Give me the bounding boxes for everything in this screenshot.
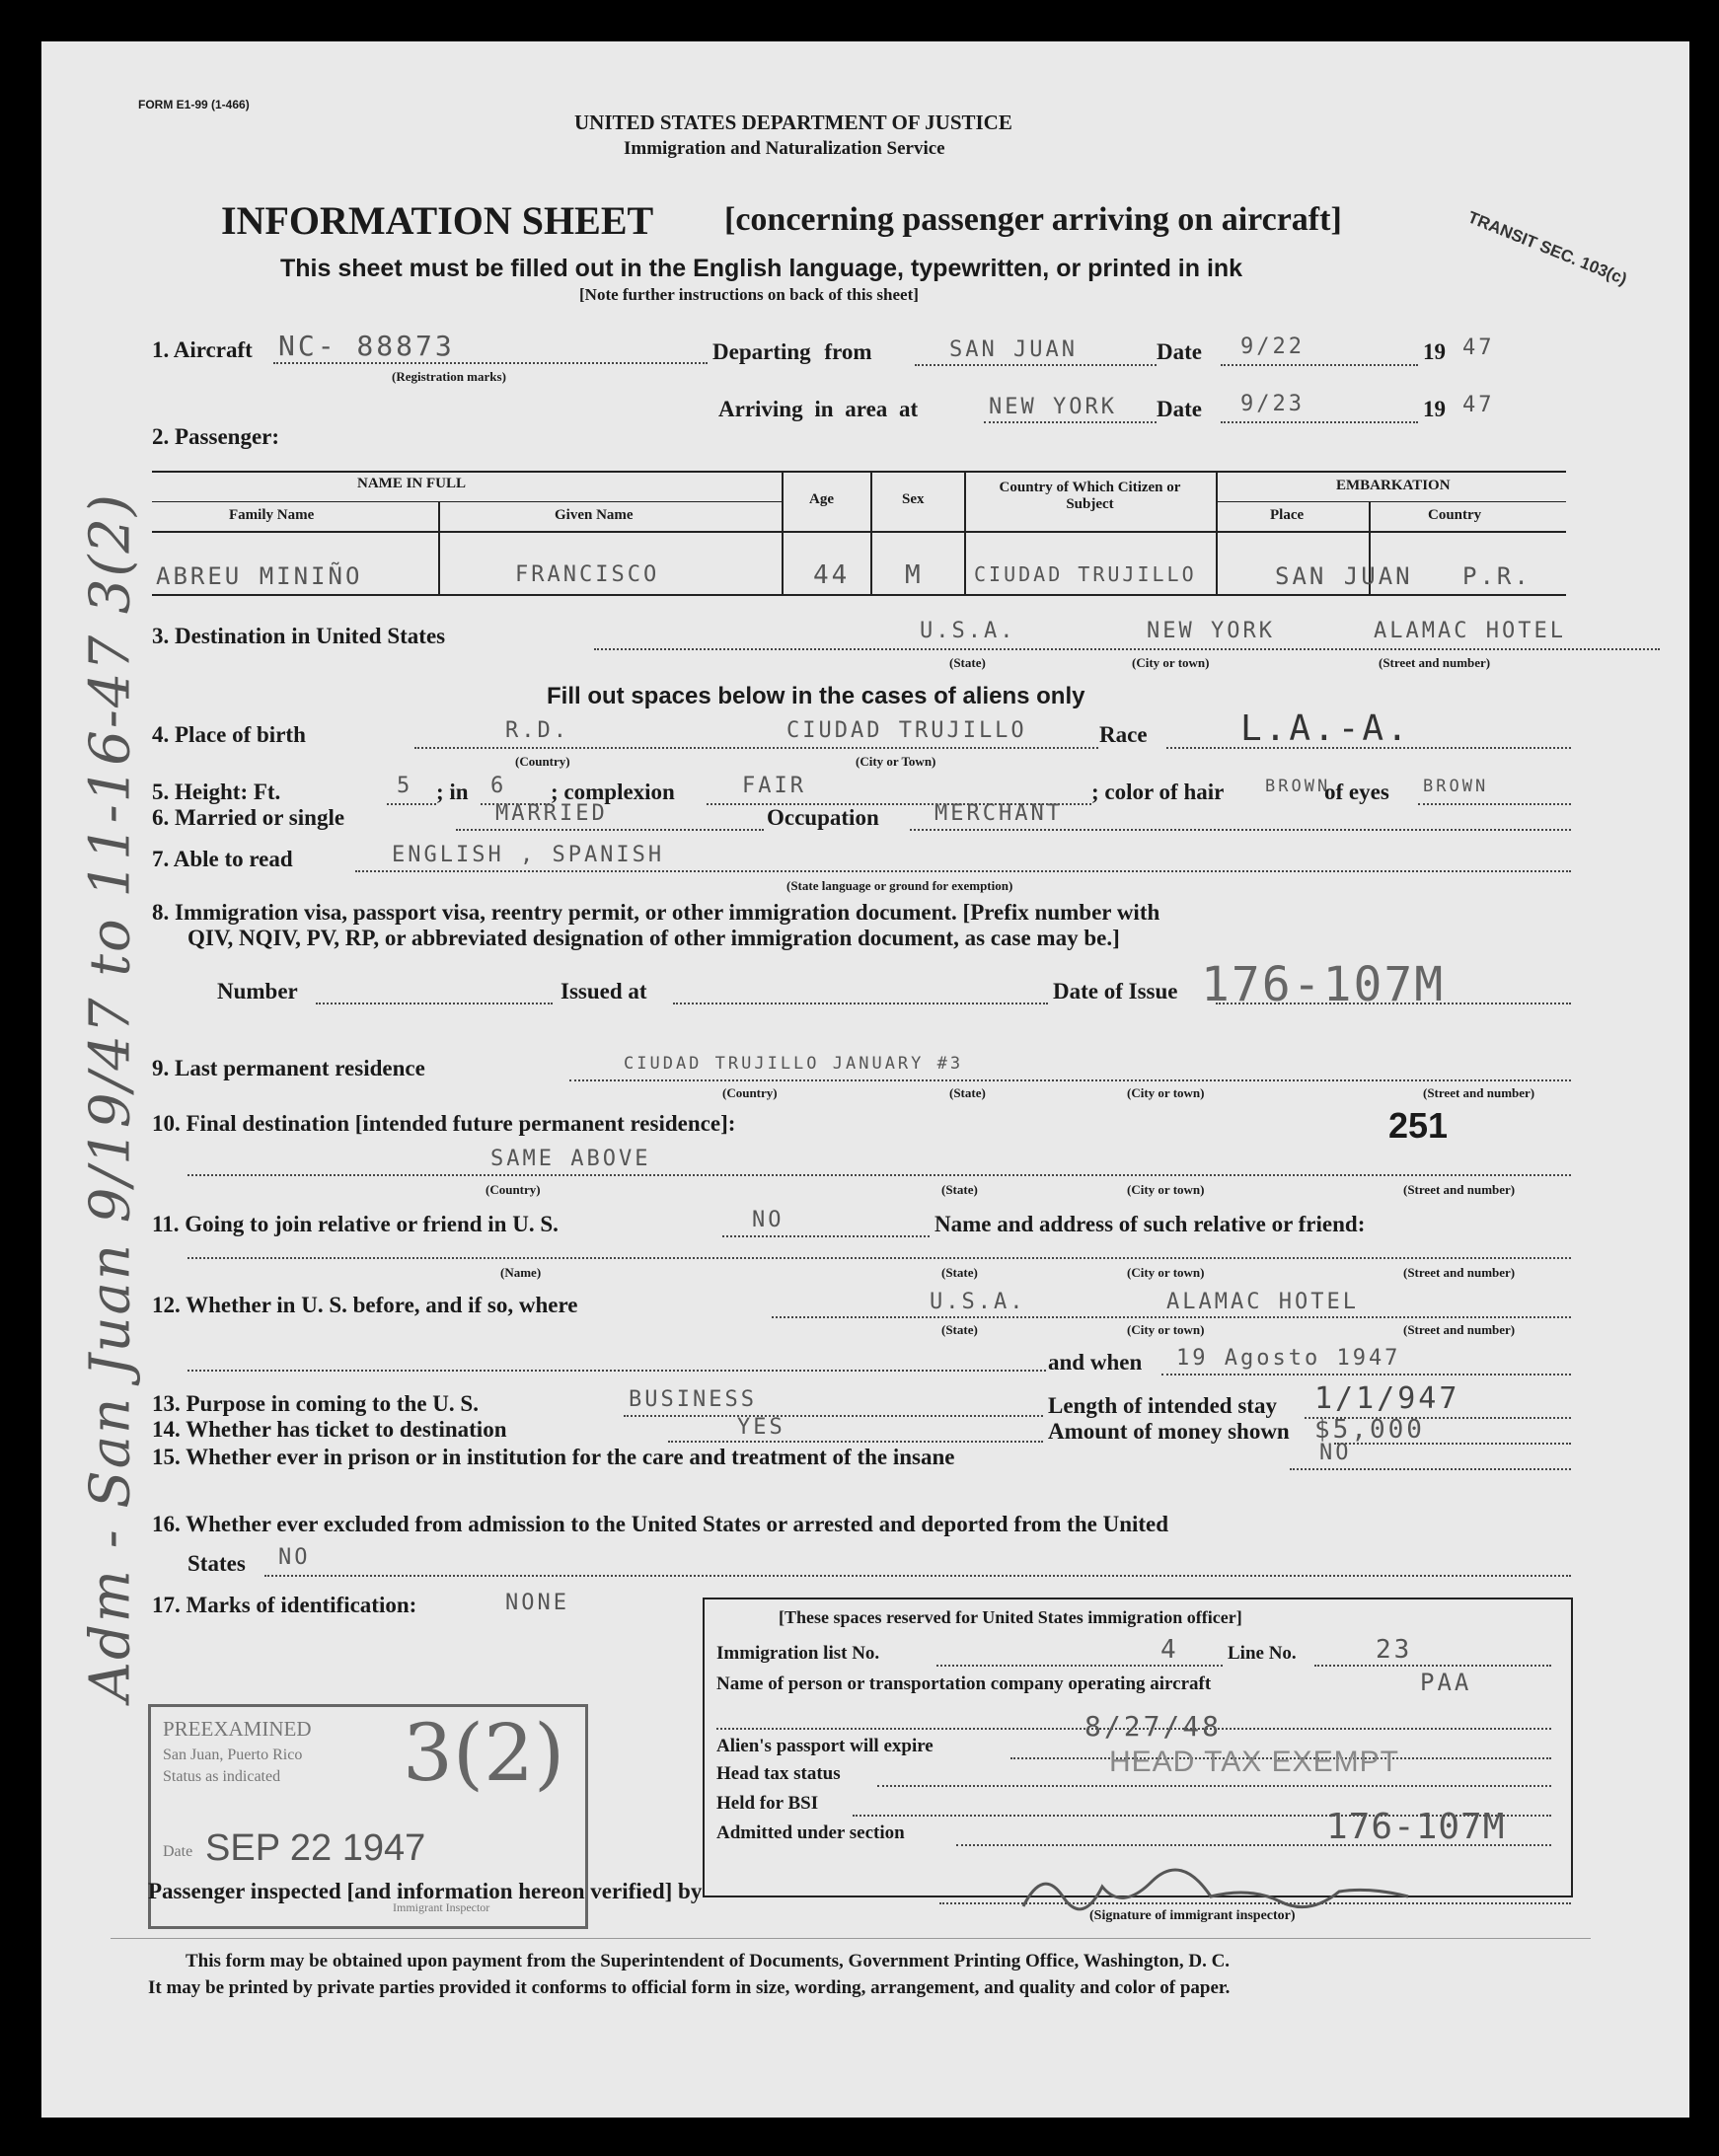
last-residence: CIUDAD TRUJILLO JANUARY #3 [624, 1054, 964, 1074]
head-tax-stamp: HEAD TAX EXEMPT [1109, 1746, 1399, 1778]
arriving-label: Arriving in area at [718, 397, 919, 421]
hair-value: BROWN [1265, 777, 1331, 796]
arriving-value: NEW YORK [989, 395, 1117, 419]
sex-header: Sex [902, 491, 925, 507]
q3-state-caption: (State) [949, 655, 986, 670]
q3-label: 3. Destination in United States [152, 624, 446, 648]
q9-state-caption: (State) [949, 1085, 986, 1100]
aircraft-value: NC- 88873 [278, 330, 455, 362]
citizen-value: CIUDAD TRUJILLO [974, 562, 1197, 586]
age-value: 44 [813, 560, 851, 590]
q12-city-caption: (City or town) [1127, 1322, 1205, 1337]
q9-country-caption: (Country) [722, 1085, 778, 1100]
passport-expire-value: 8/27/48 [1084, 1710, 1223, 1743]
departing-year: 47 [1462, 335, 1495, 360]
occupation-value: MERCHANT [934, 801, 1063, 826]
q17-label: 17. Marks of identification: [152, 1593, 417, 1617]
height-in: 6 [490, 774, 507, 798]
q10-country-caption: (Country) [486, 1182, 541, 1197]
q2-label: 2. Passenger: [152, 424, 280, 449]
money-label: Amount of money shown [1048, 1419, 1290, 1444]
q10-label: 10. Final destination [intended future permanent residence]: [152, 1111, 736, 1136]
operator-label: Name of person or transportation company operating aircraft [716, 1673, 1212, 1694]
arriving-year: 47 [1462, 393, 1495, 417]
preexamined-date: SEP 22 1947 [205, 1827, 426, 1869]
verified-label: Passenger inspected [and information hereon verified] by [148, 1879, 703, 1903]
operator-value: PAA [1420, 1669, 1472, 1696]
destination-street: ALAMAC HOTEL [1374, 619, 1566, 643]
q16-states-label: States [187, 1551, 246, 1576]
form-title-sub: [concerning passenger arriving on aircraft] [724, 201, 1342, 238]
date-of-issue-label: Date of Issue [1053, 979, 1178, 1004]
form-id: FORM E1-99 (1-466) [138, 98, 250, 112]
previous-visit-when: 19 Agosto 1947 [1176, 1346, 1401, 1371]
visa-number: 176-107M [1201, 957, 1446, 1012]
read-languages: ENGLISH , SPANISH [392, 843, 665, 867]
admitted-section-value: 176-107M [1326, 1807, 1506, 1847]
birth-city: CIUDAD TRUJILLO [786, 718, 1027, 743]
sex-value: M [905, 560, 924, 590]
departing-value: SAN JUAN [949, 337, 1078, 362]
q15-label: 15. Whether ever in prison or in institution for the care and treatment of the insane [152, 1445, 955, 1469]
eyes-label: of eyes [1324, 780, 1389, 804]
final-destination-number: 251 [1388, 1105, 1449, 1146]
held-bsi-label: Held for BSI [716, 1793, 819, 1814]
q8-line2: QIV, NQIV, PV, RP, or abbreviated designation of other immigration document, as case may be.] [187, 926, 1120, 950]
aliens-only-header: Fill out spaces below in the cases of aliens only [547, 683, 1085, 709]
q13-label: 13. Purpose in coming to the U. S. [152, 1391, 479, 1416]
admitted-section-label: Admitted under section [716, 1822, 905, 1843]
when-label: and when [1048, 1350, 1143, 1375]
relative-name-label: Name and address of such relative or friend: [934, 1212, 1366, 1236]
birth-country: R.D. [505, 718, 569, 743]
signature-caption: (Signature of immigrant inspector) [1089, 1908, 1296, 1923]
embarkation-header: EMBARKATION [1336, 478, 1451, 493]
q7-label: 7. Able to read [152, 847, 293, 871]
q11-state-caption: (State) [941, 1265, 978, 1280]
preexamined-class: 3(2) [403, 1707, 565, 1799]
footer-line-1: This form may be obtained upon payment from the Superintendent of Documents, Government Printing Office, Washington, D. C. [186, 1951, 1231, 1971]
departing-label: Departing from [712, 339, 872, 364]
eyes-value: BROWN [1423, 777, 1489, 796]
stay-label: Length of intended stay [1048, 1393, 1277, 1418]
excluded-value: NO [278, 1545, 311, 1570]
footer-line-2: It may be printed by private parties provided it conforms to official form in size, wording, arrangement, and quality and color of paper. [148, 1977, 1231, 1998]
purpose-value: BUSINESS [629, 1387, 757, 1412]
prison-value: NO [1319, 1441, 1352, 1465]
complexion-value: FAIR [742, 774, 806, 798]
q16-line1: 16. Whether ever excluded from admission to the United States or arrested and deported from the United [152, 1512, 1169, 1536]
q12-label: 12. Whether in U. S. before, and if so, where [152, 1293, 578, 1317]
aircraft-caption: (Registration marks) [392, 369, 506, 384]
q12-street-caption: (Street and number) [1403, 1322, 1516, 1337]
preexamined-date-label: Date [163, 1843, 193, 1860]
department-name: UNITED STATES DEPARTMENT OF JUSTICE [574, 111, 1012, 134]
marital-value: MARRIED [495, 801, 608, 826]
country-citizen-header: Country of Which Citizen or Subject [999, 480, 1181, 512]
race-value: L.A.-A. [1240, 708, 1411, 749]
q9-city-caption: (City or town) [1127, 1085, 1205, 1100]
q8-line1: 8. Immigration visa, passport visa, reentry permit, or other immigration document. [Prefix number with [152, 900, 1160, 925]
q1-label: 1. Aircraft [152, 337, 253, 362]
q4-label: 4. Place of birth [152, 722, 306, 747]
given-name-value: FRANCISCO [515, 562, 660, 587]
officer-box-header: [These spaces reserved for United States immigration officer] [779, 1607, 1242, 1627]
q11-street-caption: (Street and number) [1403, 1265, 1516, 1280]
q5-label: 5. Height: Ft. [152, 780, 281, 804]
stay-value: 1/1/947 [1314, 1381, 1460, 1416]
destination-state: U.S.A. [920, 619, 1016, 643]
officer-box [703, 1598, 1573, 1897]
immigration-list-no: 4 [1160, 1635, 1179, 1665]
q6-label: 6. Married or single [152, 805, 345, 830]
identification-marks: NONE [505, 1591, 569, 1615]
instructions-note: [Note further instructions on back of this sheet] [579, 285, 919, 304]
destination-city: NEW YORK [1147, 619, 1275, 643]
arriving-date-label: Date [1157, 397, 1202, 421]
q3-street-caption: (Street and number) [1379, 655, 1491, 670]
preexamined-inspector: Immigrant Inspector [393, 1900, 490, 1914]
embark-place-value: SAN JUAN [1275, 562, 1413, 590]
preexamined-location: San Juan, Puerto Rico [163, 1747, 303, 1763]
preexamined-status: Status as indicated [163, 1768, 281, 1785]
age-header: Age [809, 491, 834, 507]
form-sheet [41, 41, 1689, 2118]
margin-admission-note: Adm - San Juan 9/19/47 to 11-16-47 3(2) [78, 492, 143, 1702]
transit-stamp: TRANSIT SEC. 103(c) [1464, 207, 1630, 289]
line-no: 23 [1376, 1635, 1413, 1665]
final-destination-value: SAME ABOVE [490, 1147, 651, 1171]
embark-country-header: Country [1428, 507, 1482, 523]
instructions: This sheet must be filled out in the English language, typewritten, or printed in ink [280, 255, 1243, 282]
arriving-date: 9/23 [1240, 392, 1305, 416]
previous-visit-city: ALAMAC HOTEL [1166, 1290, 1359, 1314]
race-label: Race [1099, 722, 1148, 747]
departing-year-label: 19 [1423, 339, 1446, 364]
hair-label: ; color of hair [1091, 780, 1225, 804]
passport-expire-label: Alien's passport will expire [716, 1736, 934, 1756]
q9-label: 9. Last permanent residence [152, 1056, 425, 1080]
q11-label: 11. Going to join relative or friend in U. S. [152, 1212, 559, 1236]
q9-street-caption: (Street and number) [1423, 1085, 1535, 1100]
q7-caption: (State language or ground for exemption) [786, 878, 1013, 893]
embark-place-header: Place [1270, 507, 1305, 523]
q10-street-caption: (Street and number) [1403, 1182, 1516, 1197]
join-relative-value: NO [752, 1208, 785, 1232]
q11-city-caption: (City or town) [1127, 1265, 1205, 1280]
service-name: Immigration and Naturalization Service [624, 138, 945, 159]
arriving-year-label: 19 [1423, 397, 1446, 421]
q10-state-caption: (State) [941, 1182, 978, 1197]
complexion-label: ; complexion [551, 780, 675, 804]
head-tax-label: Head tax status [716, 1763, 841, 1784]
family-name-value: ABREU MINIÑO [156, 562, 363, 590]
q3-city-caption: (City or town) [1132, 655, 1210, 670]
issued-at-label: Issued at [561, 979, 647, 1004]
embark-country-value: P.R. [1462, 562, 1532, 590]
given-name-header: Given Name [555, 507, 634, 523]
line-no-label: Line No. [1228, 1643, 1297, 1664]
occupation-label: Occupation [767, 805, 879, 830]
q14-label: 14. Whether has ticket to destination [152, 1417, 507, 1442]
previous-visit-state: U.S.A. [930, 1290, 1026, 1314]
family-name-header: Family Name [229, 507, 315, 523]
departing-date: 9/22 [1240, 335, 1305, 359]
departing-date-label: Date [1157, 339, 1202, 364]
q4-country-caption: (Country) [515, 754, 570, 769]
q11-name-caption: (Name) [500, 1265, 542, 1280]
number-label: Number [217, 979, 298, 1004]
preexamined-title: PREEXAMINED [163, 1717, 312, 1741]
immigration-list-label: Immigration list No. [716, 1643, 880, 1664]
height-ft: 5 [397, 774, 413, 798]
inches-label: ; in [436, 780, 469, 804]
q12-state-caption: (State) [941, 1322, 978, 1337]
ticket-value: YES [737, 1415, 785, 1440]
q10-city-caption: (City or town) [1127, 1182, 1205, 1197]
q4-city-caption: (City or Town) [856, 754, 936, 769]
name-in-full-header: NAME IN FULL [357, 476, 467, 491]
form-title: INFORMATION SHEET [221, 198, 654, 243]
money-value: $5,000 [1314, 1415, 1425, 1445]
